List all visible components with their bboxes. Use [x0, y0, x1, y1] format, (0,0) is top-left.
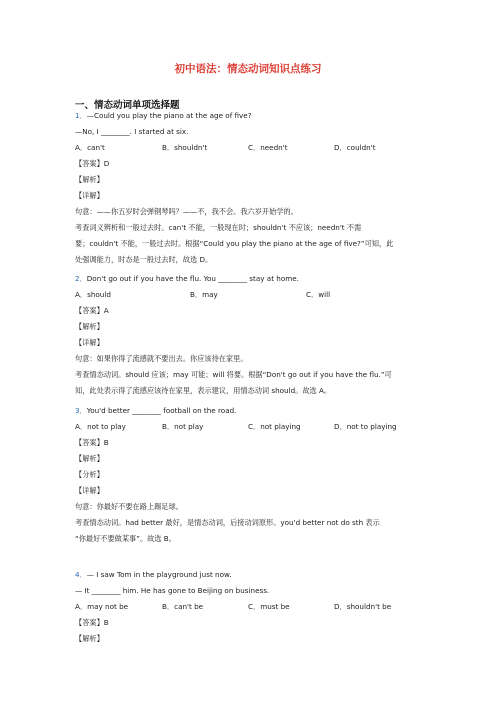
analysis-label: 【解析】	[75, 454, 104, 463]
option-a: A．not to play	[75, 422, 126, 431]
option-d: D．shouldn't be	[334, 602, 392, 611]
explanation-line: 处强调能力，时态是一般过去时，故选 D。	[75, 255, 213, 264]
option-b: B．not play	[162, 422, 204, 431]
answer-label: 【答案】A	[75, 306, 109, 315]
option-d: D．couldn't	[334, 143, 376, 152]
option-c: C．must be	[248, 602, 290, 611]
document-title: 初中语法：情态动词知识点练习	[174, 63, 322, 75]
detail-label: 【详解】	[75, 338, 104, 347]
answer-label: 【答案】D	[75, 159, 110, 168]
detail-label: 【详解】	[75, 486, 104, 495]
option-a: A．can't	[75, 143, 105, 152]
question-3-stem: 3．You'd better ________ football on the road.	[75, 406, 237, 415]
question-1-stem: 1．—Could you play the piano at the age of five?	[75, 111, 252, 120]
question-1-stem-line2: —No, I ________. I started at six.	[75, 127, 189, 136]
explanation-line: 句意：——你五岁时会弹钢琴吗？——不，我不会。我六岁开始学的。	[75, 207, 298, 216]
analysis-label: 【解析】	[75, 634, 104, 643]
question-number: 3．	[75, 406, 87, 415]
question-number: 4．	[75, 570, 87, 579]
option-c: C．not playing	[248, 422, 301, 431]
analysis-label: 【解析】	[75, 322, 104, 331]
question-4-stem: 4．— I saw Tom in the playground just now.	[75, 570, 232, 579]
analysis-label: 【解析】	[75, 175, 104, 184]
question-number: 2．	[75, 274, 87, 283]
option-b: B．can't be	[162, 602, 204, 611]
explanation-line: 考查情态动词。had better 最好，是情态动词，后接动词原形。you'd better not do sth 表示	[75, 518, 380, 527]
question-2-stem: 2．Don't go out if you have the flu. You ________ stay at home.	[75, 274, 299, 283]
option-b: B．shouldn't	[162, 143, 208, 152]
option-c: C．needn't	[248, 143, 288, 152]
answer-label: 【答案】B	[75, 438, 109, 447]
explanation-line: 句意：如果你得了流感就不要出去。你应该待在家里。	[75, 354, 248, 363]
section-heading: 一、情态动词单项选择题	[75, 100, 180, 111]
explanation-line: 知，此处表示得了流感应该待在家里，表示建议，用情态动词 should。故选 A。	[75, 386, 332, 395]
option-b: B．may	[190, 290, 218, 299]
option-d: D．not to playing	[334, 422, 397, 431]
answer-label: 【答案】B	[75, 618, 109, 627]
explanation-line: 考查情态动词。should 应该；may 可能；will 将要。根据“Don't go out if you have the flu.”可	[75, 370, 392, 379]
analysis-sub-label: 【分析】	[75, 470, 104, 479]
explanation-line: 考查词义辨析和一般过去时。can't 不能，一般现在时；shouldn't 不应该；needn't 不需	[75, 223, 362, 232]
option-c: C．will	[306, 290, 331, 299]
explanation-line: 句意：你最好不要在路上踢足球。	[75, 502, 183, 511]
option-a: A．may not be	[75, 602, 129, 611]
detail-label: 【详解】	[75, 191, 104, 200]
explanation-line: 要；couldn't 不能，一般过去时。根据“Could you play the piano at the age of five?”可知，此	[75, 239, 394, 248]
question-4-stem-line2: — It ________ him. He has gone to Beijing on business.	[75, 586, 270, 595]
explanation-line: “你最好不要做某事”。故选 B。	[75, 534, 176, 543]
option-a: A．should	[75, 290, 111, 299]
question-number: 1．	[75, 111, 87, 120]
